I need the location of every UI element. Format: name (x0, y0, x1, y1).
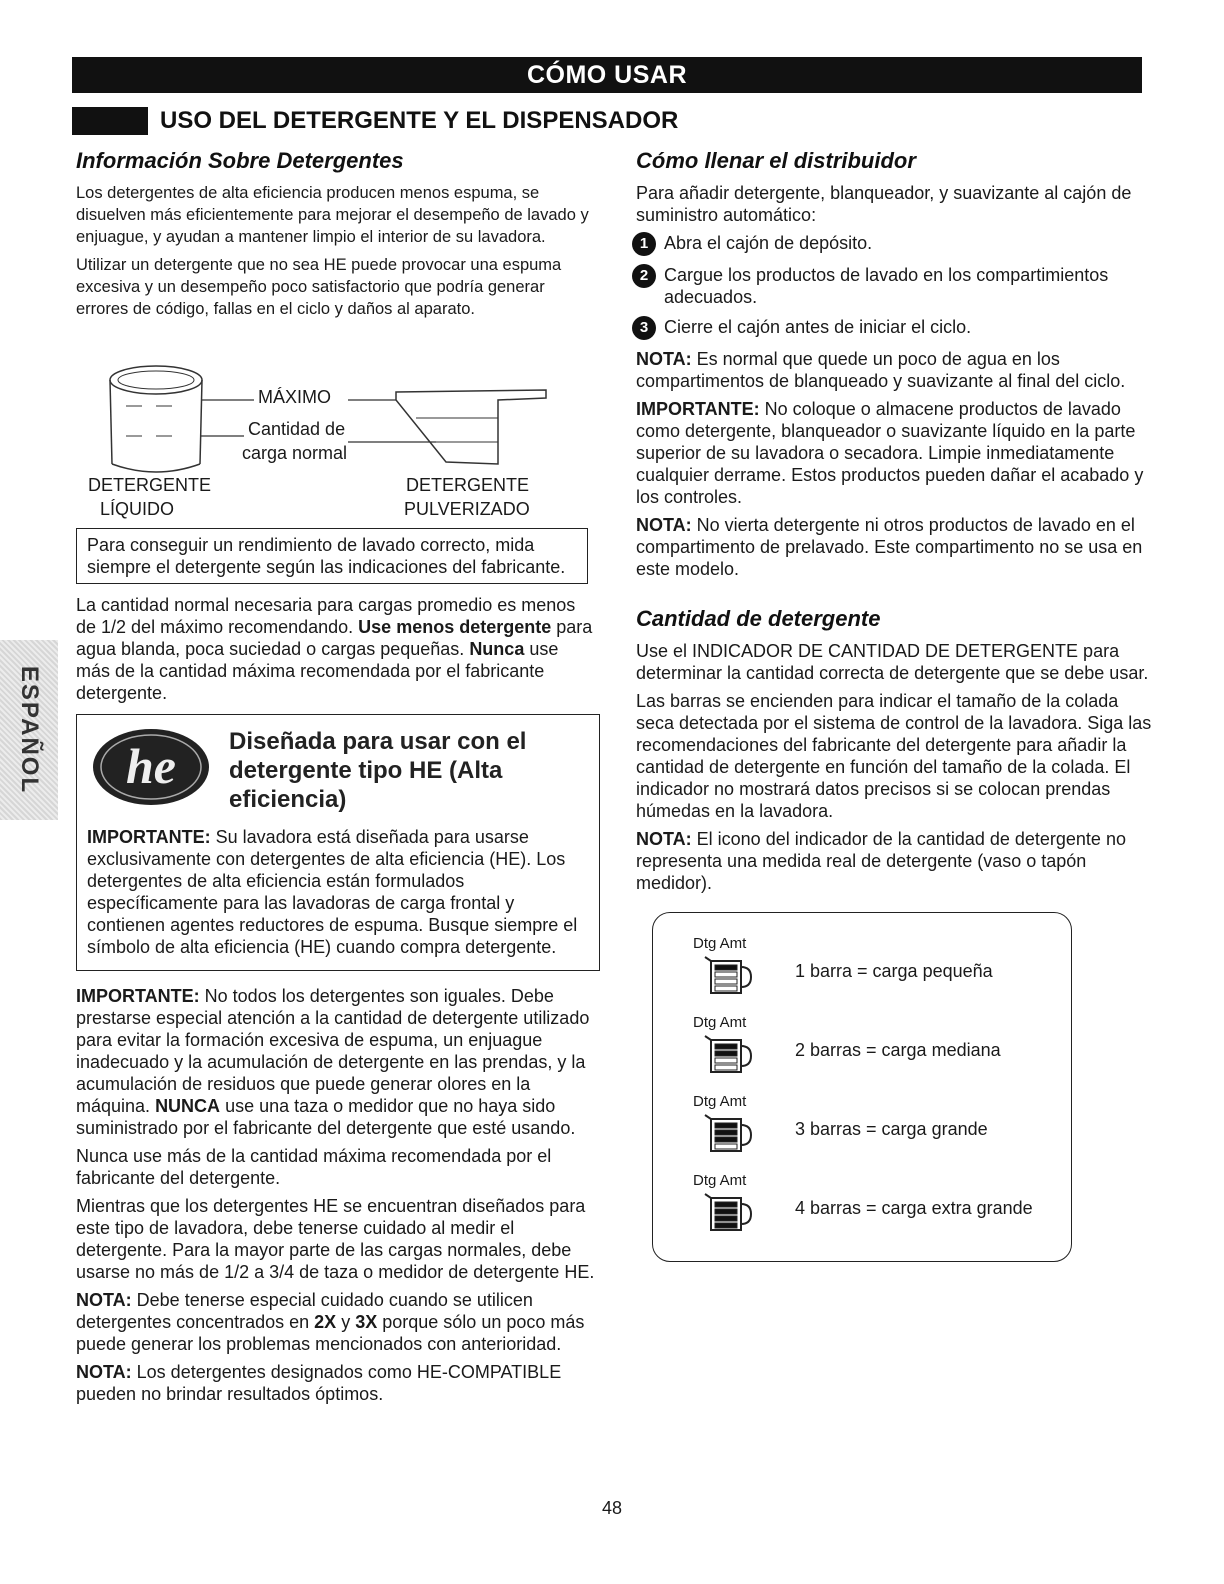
indicator-bar-unlit (715, 979, 737, 984)
indicator-description: 1 barra = carga pequeña (795, 961, 993, 981)
cup-icon-4-bars (701, 1192, 761, 1236)
indicator-bar-unlit (715, 986, 737, 991)
label-powder-line-1: DETERGENTE (406, 475, 530, 495)
he-title: Diseñada para usar con el detergente tipo HE (Alta eficiencia) (229, 728, 527, 813)
left-column (76, 148, 596, 1411)
section-heading (72, 104, 678, 138)
label-liquid-line-1: DETERGENTE (88, 475, 212, 495)
indicator-bar-lit (715, 1123, 737, 1128)
indicator-bar-unlit (715, 1058, 737, 1063)
cup-icon-2-bars (701, 1034, 761, 1078)
indicator-bar-lit (715, 1137, 737, 1142)
step-3-text: Cierre el cajón antes de iniciar el ciclo. (664, 317, 972, 337)
label-maximum: MÁXIMO (258, 387, 332, 407)
indicator-description: 3 barras = carga grande (795, 1119, 988, 1139)
step-1 (636, 232, 1156, 256)
detergent-indicator-legend (652, 912, 1072, 1262)
detergent-info-paragraph-2: Utilizar un detergente que no sea HE puede provocar una espuma excesiva y un desempeño poco satisfactorio que podría generar errores de código, fallas en el ciclo y daños al aparato. (76, 256, 562, 318)
important-paragraph: IMPORTANTE: No todos los detergentes son iguales. Debe prestarse especial atención a la cantidad de detergente utilizado para evitar la formación excesiva de espuma, un enjuague inadecuado y la acumulación de detergente en las prendas, y la acumulación de residuos que puede generar olores en la máquina. NUNCA use una taza o medidor que no haya sido suministrado por el fabricante del detergente que esté usando. (76, 986, 590, 1138)
he-logo-text: he (126, 738, 176, 794)
indicator-label: Dtg Amt (693, 1093, 747, 1110)
water-note: NOTA: Es normal que quede un poco de agua en los compartimentos de blanqueado y suavizante al final del ciclo. (636, 349, 1126, 391)
indicator-note: NOTA: El icono del indicador de la cantidad de detergente no representa una medida real de detergente (vaso o tapón medidor). (636, 829, 1126, 893)
label-normal-line-2: carga normal (242, 443, 348, 463)
detergent-cups-diagram (76, 338, 596, 528)
indicator-description: 2 barras = carga mediana (795, 1040, 1001, 1060)
page-banner: CÓMO USAR (72, 57, 1142, 93)
he-description: IMPORTANTE: Su lavadora está diseñada para usarse exclusivamente con detergentes de alta eficiencia (HE). Los detergentes de alta eficiencia están formulados específicamente para las lavadoras de carga frontal y contienen agentes reductores de espuma. Busque siempre el símbolo de alta eficiencia (HE) cuando compra detergente. (87, 827, 578, 957)
detergent-info-heading: Información Sobre Detergentes (76, 148, 404, 173)
language-tab-label: ESPAÑOL (16, 665, 43, 795)
step-3-number-icon: 3 (632, 316, 656, 340)
indicator-row-2 (693, 1014, 1063, 1089)
he-logo-icon (91, 727, 211, 807)
indicator-bar-lit (715, 1044, 737, 1049)
he-compatible-note: NOTA: Los detergentes designados como HE-COMPATIBLE pueden no brindar resultados óptimos. (76, 1362, 562, 1404)
indicator-bar-unlit (715, 1144, 737, 1149)
detergent-amount-heading: Cantidad de detergente (636, 606, 881, 631)
indicator-bar-lit (715, 1202, 737, 1207)
cup-icon-3-bars (701, 1113, 761, 1157)
fill-dispenser-intro: Para añadir detergente, blanqueador, y suavizante al cajón de suministro automático: (636, 183, 1132, 225)
indicator-bar-unlit (715, 1065, 737, 1070)
step-2 (636, 264, 1156, 308)
normal-amount-paragraph: La cantidad normal necesaria para cargas promedio es menos de 1/2 del máximo recomendando. Use menos detergente para agua blanda, poca suciedad o cargas pequeñas. Nunca use más de la cantidad máxima recomendada por el fabricante detergente. (76, 595, 593, 703)
indicator-label: Dtg Amt (693, 1014, 747, 1031)
indicator-bar-lit (715, 965, 737, 970)
language-tab (0, 640, 58, 820)
never-exceed-paragraph: Nunca use más de la cantidad máxima recomendada por el fabricante del detergente. (76, 1146, 552, 1188)
indicator-row-3 (693, 1093, 1063, 1168)
step-1-text: Abra el cajón de depósito. (664, 233, 873, 253)
indicator-bar-lit (715, 1223, 737, 1228)
step-1-number-icon: 1 (632, 232, 656, 256)
indicator-label: Dtg Amt (693, 935, 747, 952)
indicator-description: 4 barras = carga extra grande (795, 1198, 1033, 1218)
he-measure-paragraph: Mientras que los detergentes HE se encuentran diseñados para este tipo de lavadora, debe tenerse cuidado al medir el detergente. Para la mayor parte de las cargas normales, debe usarse no más de 1/2 a 3/4 de taza o medidor de detergente HE. (76, 1196, 595, 1282)
detergent-info-paragraph-1: Los detergentes de alta eficiencia producen menos espuma, se disuelven más eficientemente para mejorar el desempeño de lavado y enjuague, y ayudan a mantener limpio el interior de su lavadora. (76, 184, 589, 246)
step-3 (636, 316, 1156, 340)
indicator-row-4 (693, 1172, 1063, 1247)
concentrated-note: NOTA: Debe tenerse especial cuidado cuando se utilicen detergentes concentrados en 2X y 3X porque sólo un poco más puede generar los problemas mencionados con anterioridad. (76, 1290, 585, 1354)
page-number: 48 (601, 1498, 623, 1518)
indicator-row-1 (693, 935, 1063, 1010)
measure-note-box: Para conseguir un rendimiento de lavado correcto, mida siempre el detergente según las indicaciones del fabricante. (76, 528, 588, 584)
he-detergent-box (76, 714, 600, 971)
indicator-bar-lit (715, 1209, 737, 1214)
cup-icon-1-bar (701, 955, 761, 999)
fill-dispenser-heading: Cómo llenar el distribuidor (636, 148, 916, 173)
storage-important: IMPORTANTE: No coloque o almacene productos de lavado como detergente, blanqueador o suavizante líquido en la parte superior de su lavadora o secadora. Limpie inmediatamente cualquier derrame. Estos productos pueden dañar el acabado y los controles. (636, 399, 1144, 507)
indicator-intro: Use el INDICADOR DE CANTIDAD DE DETERGENTE para determinar la cantidad correcta de detergente que se debe usar. (636, 641, 1149, 683)
section-title: USO DEL DETERGENTE Y EL DISPENSADOR (160, 107, 679, 134)
indicator-bar-lit (715, 1130, 737, 1135)
prewash-note: NOTA: No vierta detergente ni otros productos de lavado en el compartimento de prelavado. Este compartimento no se usa en este modelo. (636, 515, 1143, 579)
right-column (636, 148, 1156, 1262)
label-liquid-line-2: LÍQUIDO (100, 499, 175, 519)
label-powder-line-2: PULVERIZADO (404, 499, 530, 519)
label-normal-line-1: Cantidad de (248, 419, 346, 439)
indicator-bar-lit (715, 1216, 737, 1221)
indicator-bar-unlit (715, 972, 737, 977)
indicator-label: Dtg Amt (693, 1172, 747, 1189)
section-marker (72, 107, 148, 135)
indicator-bars-paragraph: Las barras se encienden para indicar el tamaño de la colada seca detectada por el sistema de control de la lavadora. Siga las recomendaciones del fabricante del detergente para añadir la cantidad de detergente en función del tamaño de la colada. El indicador no mostrará datos precisos si se colocan prendas húmedas en la lavadora. (636, 691, 1152, 821)
indicator-bar-lit (715, 1051, 737, 1056)
step-2-number-icon: 2 (632, 264, 656, 288)
step-2-text: Cargue los productos de lavado en los compartimientos adecuados. (664, 265, 1109, 307)
